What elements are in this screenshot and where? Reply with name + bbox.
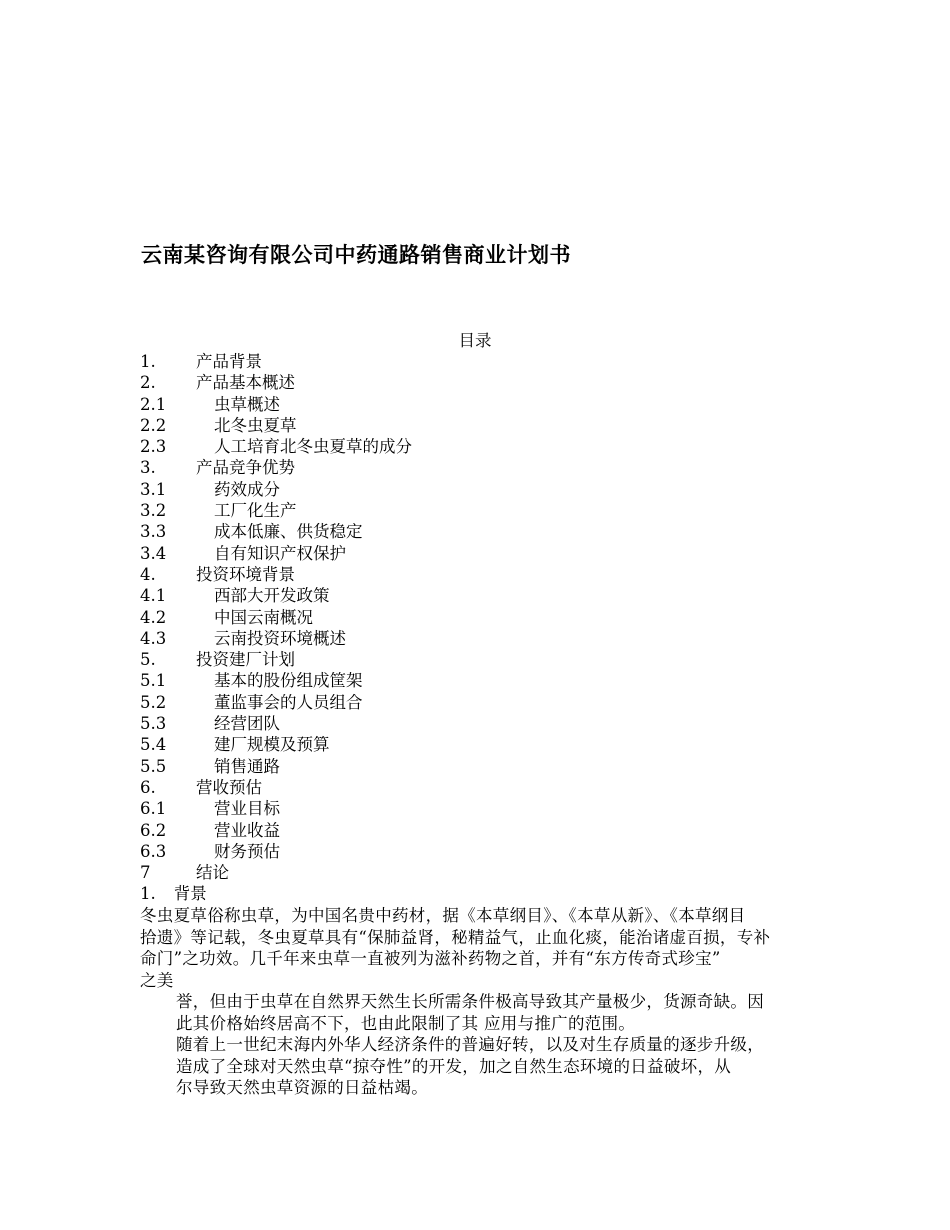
toc-item-label: 财务预估 bbox=[214, 841, 280, 861]
toc-item-number: 2. bbox=[140, 373, 156, 393]
toc-item-label: 销售通路 bbox=[214, 756, 280, 776]
paragraph bbox=[140, 905, 820, 991]
paragraph bbox=[176, 1034, 828, 1099]
toc-item-label: 工厂化生产 bbox=[214, 501, 297, 521]
toc-item-label: 人工培育北冬虫夏草的成分 bbox=[214, 437, 412, 457]
toc-item-number: 6. bbox=[140, 777, 156, 797]
toc-item-label: 经营团队 bbox=[214, 714, 280, 734]
toc-item-label: 自有知识产权保护 bbox=[214, 543, 346, 563]
toc-heading: 目录 bbox=[458, 331, 492, 350]
paragraph-line: 尔导致天然虫草资源的日益枯竭。 bbox=[176, 1078, 428, 1098]
toc-item-label: 营收预估 bbox=[196, 777, 262, 797]
toc-item-number: 2.3 bbox=[140, 437, 167, 457]
toc-item-label: 北冬虫夏草 bbox=[214, 415, 297, 435]
toc-item-label: 营业目标 bbox=[214, 799, 280, 819]
toc-item-number: 2.1 bbox=[140, 394, 167, 414]
toc-item-number: 5.2 bbox=[140, 692, 167, 712]
paragraph-line: 随着上一世纪末海内外华人经济条件的普遍好转，以及对生存质量的逐步升级， bbox=[176, 1035, 764, 1054]
toc-item-number: 5. bbox=[140, 650, 156, 670]
section-number: 1. bbox=[140, 884, 156, 903]
toc-item-number: 5.5 bbox=[140, 756, 167, 776]
toc-item-number: 5.1 bbox=[140, 671, 167, 691]
toc-item-label: 药效成分 bbox=[214, 479, 280, 499]
toc-item-number: 5.4 bbox=[140, 735, 167, 755]
toc-item-label: 西部大开发政策 bbox=[214, 586, 330, 606]
paragraph-line: 之美 bbox=[140, 970, 174, 990]
toc-item-label: 产品竞争优势 bbox=[196, 458, 295, 478]
toc-item-label: 董监事会的人员组合 bbox=[214, 692, 363, 712]
toc-item-number: 4.3 bbox=[140, 628, 167, 648]
toc-item-number: 3.2 bbox=[140, 501, 167, 521]
toc-item-label: 结论 bbox=[196, 863, 229, 883]
toc-item-label: 产品背景 bbox=[196, 352, 262, 371]
toc-item-label: 投资建厂计划 bbox=[196, 650, 295, 670]
toc-item-number: 6.3 bbox=[140, 841, 167, 861]
toc-item-label: 产品基本概述 bbox=[196, 373, 295, 393]
toc-item-label: 云南投资环境概述 bbox=[214, 628, 346, 648]
toc-item-number: 4.1 bbox=[140, 586, 167, 606]
toc-item-number: 5.3 bbox=[140, 714, 167, 734]
paragraph-line: 誉，但由于虫草在自然界天然生长所需条件极高导致其产量极少，货源奇缺。因 bbox=[176, 992, 764, 1011]
toc-item-label: 基本的股份组成筐架 bbox=[214, 671, 363, 691]
toc-item-label: 中国云南概况 bbox=[214, 607, 313, 627]
toc-item-number: 4.2 bbox=[140, 607, 167, 627]
toc-item-number: 2.2 bbox=[140, 415, 167, 435]
toc-item-number: 4. bbox=[140, 564, 156, 584]
toc-item-number: 6.2 bbox=[140, 820, 167, 840]
toc-item-number: 3.4 bbox=[140, 543, 167, 563]
paragraph bbox=[176, 991, 822, 1034]
toc-item-number: 3.1 bbox=[140, 479, 167, 499]
section-title: 背景 bbox=[173, 884, 207, 903]
paragraph-line: 造成了全球对天然虫草“掠夺性”的开发，加之自然生态环境的日益破坏，从 bbox=[176, 1056, 732, 1076]
section-heading bbox=[140, 883, 207, 905]
toc-item-label: 成本低廉、供货稳定 bbox=[214, 522, 363, 542]
toc-item-label: 建厂规模及预算 bbox=[214, 735, 330, 755]
paragraph-line: 命门”之功效。几千年来虫草一直被列为滋补药物之首，并有“东方传奇式珍宝” bbox=[140, 949, 721, 969]
toc-item-label: 投资环境背景 bbox=[196, 564, 295, 584]
document-title: 云南某咨询有限公司中药通路销售商业计划书 bbox=[141, 243, 571, 267]
paragraph-line: 此其价格始终居高不下，也由此限制了其 应用与推广的范围。 bbox=[176, 1013, 636, 1033]
paragraph-line: 冬虫夏草俗称虫草，为中国名贵中药材，据《本草纲目》、《本草从新》、《本草纲目 bbox=[140, 906, 746, 925]
toc-item-number: 3. bbox=[140, 458, 156, 478]
toc-item-number: 1. bbox=[140, 352, 156, 371]
toc-item-label: 虫草概述 bbox=[214, 394, 280, 414]
paragraph-line: 拾遗》等记载，冬虫夏草具有“保肺益肾，秘精益气，止血化痰，能治诸虚百损，专补 bbox=[140, 927, 771, 947]
toc-item-number: 6.1 bbox=[140, 799, 167, 819]
toc-item-number: 3.3 bbox=[140, 522, 167, 542]
toc-item-label: 营业收益 bbox=[214, 820, 280, 840]
toc-item-number: 7 bbox=[140, 863, 151, 883]
